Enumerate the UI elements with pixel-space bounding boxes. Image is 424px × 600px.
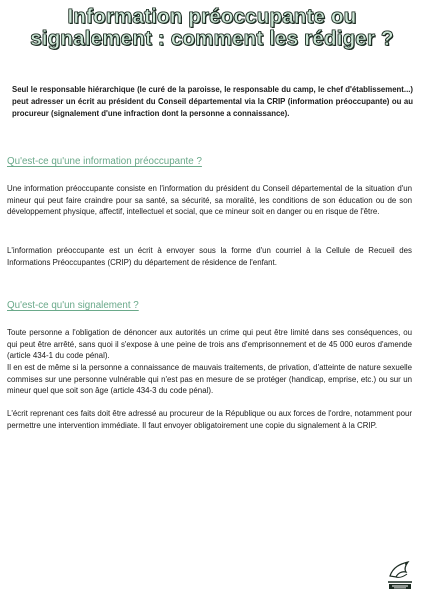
signalement-destinataire: L'écrit reprenant ces faits doit être adressé au procureur de la République ou aux forces de l'ordre, notamment pour permettre une intervention immédiate. Il faut envoyer obligatoirement une copie du signalement à la CRIP. bbox=[7, 409, 412, 430]
page-title-line-1: Information préoccupante ou bbox=[67, 5, 357, 28]
signalement-personne-vulnerable: Il en est de même si la personne a connaissance de mauvais traitements, de privation, d'atteinte de nature sexuelle commises sur une personne vulnérable qui n'est pas en mesure de se protéger (handicap, emprise, etc.) ou sur un mineur quel que soit son âge (article 434-3 du code pénal). bbox=[7, 363, 412, 396]
church-dove-logo-icon bbox=[384, 556, 416, 592]
page-title bbox=[6, 6, 418, 50]
section-heading-information-preoccupante: Qu'est-ce qu'une information préoccupante ? bbox=[7, 156, 202, 167]
intro-paragraph: Seul le responsable hiérarchique (le curé de la paroisse, le responsable du camp, le chef d'établissement...) peut adresser un écrit au président du Conseil départemental via la CRIP (information préoccupante) ou au procureur (signalement d'une infraction dont la personne a connaissance). bbox=[12, 85, 413, 118]
information-preoccupante-envoi: L'information préoccupante est un écrit à envoyer sous la forme d'un courriel à la Cellule de Recueil des Informations Préoccupantes (CRIP) du département de résidence de l'enfant. bbox=[7, 246, 412, 267]
page-title-line-2: signalement : comment les rédiger ? bbox=[30, 27, 394, 50]
information-preoccupante-definition: Une information préoccupante consiste en l'information du président du Conseil départemental de la situation d'un mineur qui peut faire craindre pour sa santé, sa sécurité, sa moralité, les conditions de son éducation ou de son développement physique, affectif, intellectuel et social, que ce mineur soit en danger ou en risque de l'être. bbox=[7, 184, 412, 217]
section-heading-signalement: Qu'est-ce qu'un signalement ? bbox=[7, 300, 139, 311]
signalement-obligation: Toute personne a l'obligation de dénoncer aux autorités un crime qui peut être limité dans ses conséquences, ou qui peut être arrêté, sans quoi il s'expose à une peine de trois ans d'emprisonnement et de 45 000 euros d'amende (article 434-1 du code pénal). bbox=[7, 328, 412, 361]
